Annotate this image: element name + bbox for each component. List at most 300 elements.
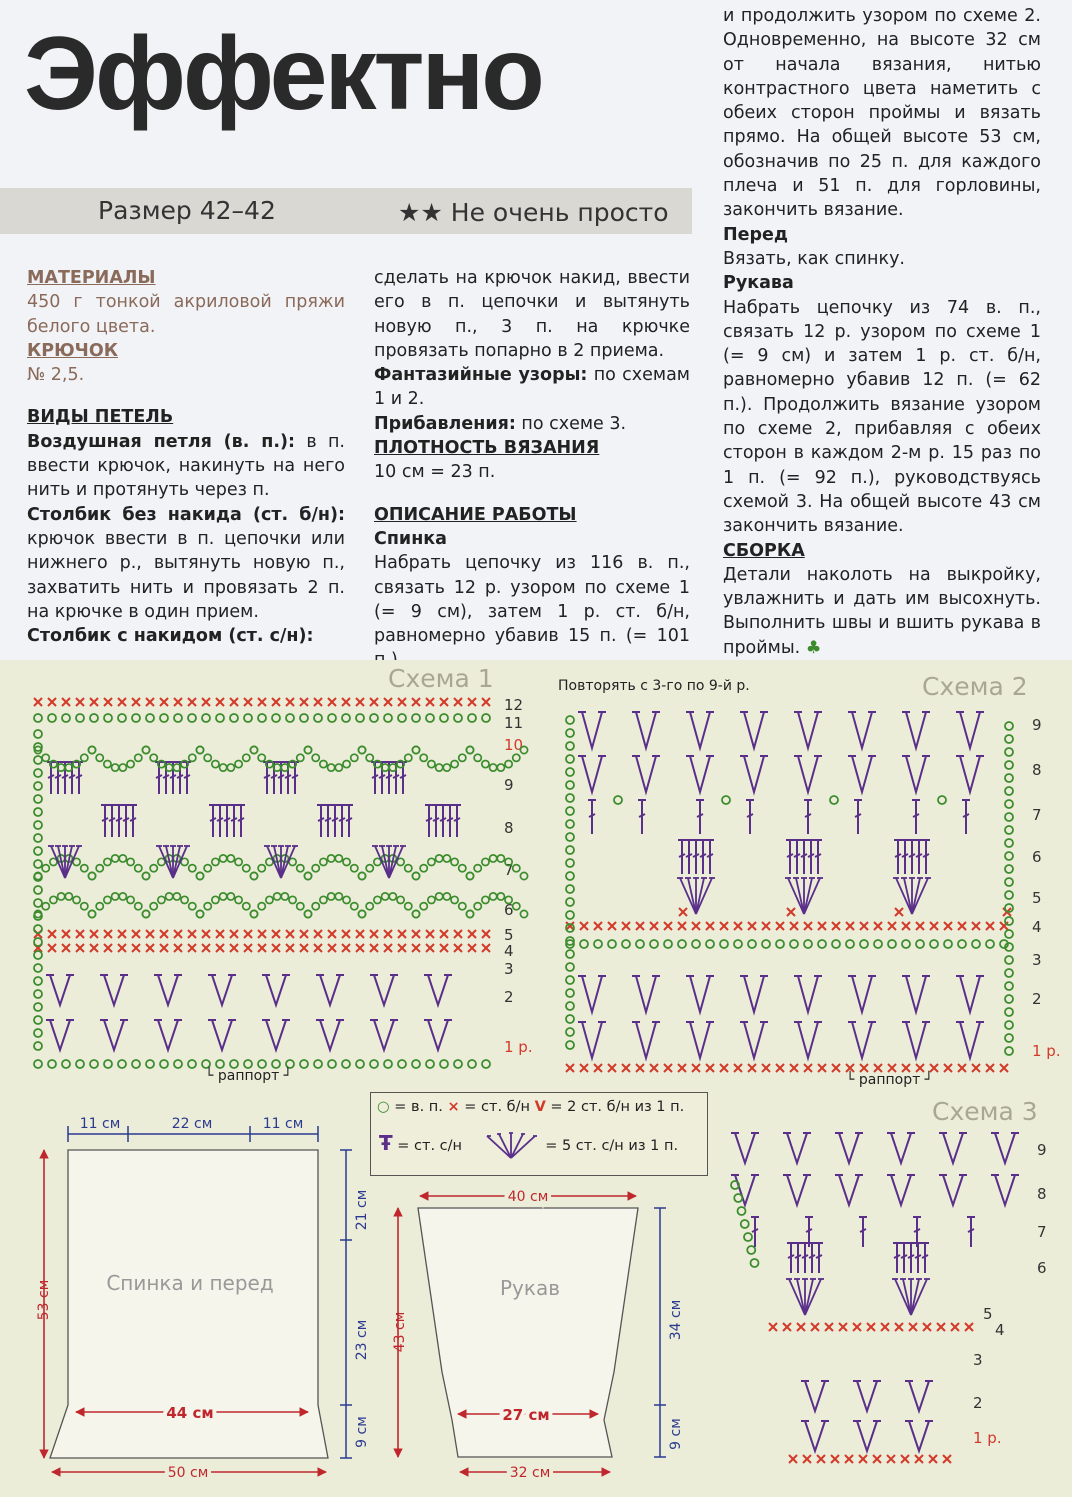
v-stitch	[370, 975, 398, 1005]
single-crochet	[202, 698, 210, 706]
chain-stitch	[34, 860, 42, 868]
chain-stitch	[62, 714, 70, 722]
chain-stitch	[466, 872, 473, 879]
chain-stitch	[328, 1060, 336, 1068]
chain-stitch	[335, 855, 342, 862]
chain-stitch	[468, 1060, 476, 1068]
chain-stitch	[474, 865, 481, 872]
back-heading: Спинка	[374, 528, 447, 549]
single-crochet	[803, 1455, 811, 1463]
single-crochet	[48, 698, 56, 706]
v-stitch	[991, 1133, 1019, 1163]
sleeve-inner-width-dim: 27 см	[502, 1406, 550, 1424]
single-crochet	[216, 944, 224, 952]
chain-stitch	[818, 940, 826, 948]
chain-stitch	[451, 760, 458, 767]
double-crochet	[907, 1243, 915, 1273]
single-crochet	[853, 1323, 861, 1331]
chain-stitch	[204, 865, 211, 872]
size-label: Размер 42–42	[98, 196, 276, 225]
v-stitch	[783, 1133, 811, 1163]
chain-stitch	[351, 754, 358, 761]
v-stitch	[794, 976, 822, 1012]
single-crochet	[790, 1064, 798, 1072]
single-crochet	[132, 698, 140, 706]
v-stitch	[835, 1133, 863, 1163]
chain-stitch	[73, 896, 80, 903]
sleeve-right-dims	[654, 1208, 666, 1457]
chain-stitch	[150, 903, 157, 910]
chain-stitch	[76, 1060, 84, 1068]
chain-stitch	[127, 760, 134, 767]
single-crochet	[916, 1064, 924, 1072]
chain-stitch	[678, 940, 686, 948]
column-2	[374, 266, 690, 673]
chain-stitch	[48, 1060, 56, 1068]
v-stitch	[740, 1022, 768, 1058]
single-crochet	[845, 1455, 853, 1463]
chain-stitch	[436, 764, 443, 771]
chain-stitch	[580, 940, 588, 948]
chain-stitch	[135, 903, 142, 910]
single-crochet	[146, 930, 154, 938]
chain-stitch	[42, 903, 49, 910]
chain-stitch	[34, 769, 42, 777]
chain-stitch	[342, 1060, 350, 1068]
double-crochet	[794, 1243, 802, 1273]
single-crochet	[887, 1455, 895, 1463]
single-crochet	[762, 922, 770, 930]
chain-stitch	[320, 760, 327, 767]
front-heading: Перед	[723, 224, 789, 245]
chain-stitch	[34, 938, 42, 946]
chain-stitch	[412, 714, 420, 722]
v-stitch	[905, 1421, 933, 1451]
chain-stitch	[297, 903, 304, 910]
schema-3-diagram	[715, 1125, 1060, 1475]
chain-stitch	[428, 760, 435, 767]
single-crochet	[286, 930, 294, 938]
v-stitch	[262, 975, 290, 1005]
chain-stitch	[142, 872, 149, 879]
chain-stitch	[482, 1060, 490, 1068]
single-crochet	[48, 944, 56, 952]
chain-stitch	[1005, 969, 1013, 977]
sleeves-heading: Рукава	[723, 273, 794, 294]
single-crochet	[594, 922, 602, 930]
single-crochet	[762, 1064, 770, 1072]
chain-stitch	[142, 746, 149, 753]
chain-stitch	[497, 893, 504, 900]
single-crochet	[104, 698, 112, 706]
v-stitch	[887, 1133, 915, 1163]
single-crochet	[846, 1064, 854, 1072]
chain-stitch	[216, 714, 224, 722]
single-crochet	[734, 922, 742, 930]
single-crochet	[804, 1064, 812, 1072]
v-stitch	[632, 756, 660, 792]
single-crochet	[594, 1064, 602, 1072]
sleeves-text: Набрать цепочку из 74 в. п., связать 12 р. узором по схеме 1 (= 9 см) и затем 1 р. ст. б/н, равномерно убавив 12 п. (= 62 п.). Продолжить вязание узором по схеме 2, прибавляя с обеих сторон в каждом 2-м р. 15 раз по 1 п. (= 92 п.), руководствуясь схемой 3. На общей высоте 43 см закончить вязание.	[723, 297, 1041, 537]
single-crochet	[328, 930, 336, 938]
single-crochet	[901, 1455, 909, 1463]
double-crochet	[854, 800, 862, 834]
chain-stitch	[1005, 982, 1013, 990]
v-stitch	[578, 1022, 606, 1058]
single-crochet	[832, 1064, 840, 1072]
chain-stitch	[342, 714, 350, 722]
chain-stitch	[96, 865, 103, 872]
assembly-text: Детали наколоть на выкройку, увлажнить и дать им высохнуть. Выполнить швы и вшить рукава в проймы. ♣	[723, 564, 1041, 658]
chain-stitch	[230, 1060, 238, 1068]
chain-stitch	[566, 898, 574, 906]
single-crochet	[160, 944, 168, 952]
increases: Прибавления: по схеме 3.	[374, 413, 627, 434]
fan-stitch	[48, 846, 82, 878]
schema-2-title: Схема 2	[922, 672, 1028, 701]
chain-stitch	[212, 858, 219, 865]
chain-stitch	[328, 893, 335, 900]
double-crochet	[859, 1217, 867, 1247]
double-crochet	[746, 800, 754, 834]
body-inner-width-dim: 44 см	[166, 1404, 214, 1422]
chain-stitch	[160, 714, 168, 722]
v-stitch	[424, 975, 452, 1005]
v-stitch	[686, 976, 714, 1012]
schema-3-title: Схема 3	[932, 1097, 1038, 1126]
double-crochet	[814, 840, 822, 874]
chain-stitch	[566, 950, 574, 958]
chain-stitch	[405, 903, 412, 910]
chain-stitch	[1005, 930, 1013, 938]
chain-stitch	[312, 865, 319, 872]
schema-1-row-number: 11	[504, 714, 524, 732]
body-pattern-label: Спинка и перед	[106, 1271, 274, 1295]
double-crochet	[706, 840, 714, 874]
single-crochet	[468, 698, 476, 706]
single-crochet	[454, 698, 462, 706]
single-crochet	[370, 698, 378, 706]
single-crochet	[804, 922, 812, 930]
chain-stitch	[212, 896, 219, 903]
schema-1-row-number: 8	[504, 819, 514, 837]
single-crochet	[706, 1064, 714, 1072]
single-crochet	[300, 930, 308, 938]
single-crochet	[972, 922, 980, 930]
gauge-heading: ПЛОТНОСТЬ ВЯЗАНИЯ	[374, 438, 600, 459]
chain-stitch	[520, 910, 527, 917]
chain-stitch	[482, 858, 489, 865]
double-crochet	[453, 805, 461, 837]
chain-stitch	[1005, 878, 1013, 886]
chain-stitch	[150, 865, 157, 872]
chain-stitch	[428, 896, 435, 903]
double-crochet	[108, 805, 116, 837]
chain-stitch	[722, 796, 730, 804]
chain-stitch	[243, 754, 250, 761]
single-crochet	[664, 922, 672, 930]
chain-stitch	[762, 940, 770, 948]
chain-stitch	[189, 865, 196, 872]
single-crochet	[902, 922, 910, 930]
materials-heading: МАТЕРИАЛЫ	[27, 268, 156, 288]
single-crochet	[188, 944, 196, 952]
chain-stitch	[397, 896, 404, 903]
schema-2-row-number: 3	[1032, 951, 1042, 969]
chain-stitch	[412, 910, 419, 917]
double-crochet	[638, 800, 646, 834]
double-crochet	[912, 800, 920, 834]
single-crochet	[300, 698, 308, 706]
single-crochet	[706, 922, 714, 930]
single-crochet	[90, 944, 98, 952]
double-crochet	[894, 840, 902, 874]
gauge-text: 10 см = 23 п.	[374, 462, 496, 483]
chain-stitch	[972, 940, 980, 948]
v-stitch	[905, 1381, 933, 1411]
single-crochet	[965, 1323, 973, 1331]
schema-1-row-number: 12	[504, 696, 524, 714]
chain-stitch	[566, 794, 574, 802]
body-right-top-dim: 21 см	[354, 1189, 370, 1231]
double-crochet	[317, 805, 325, 837]
chain-stitch	[343, 760, 350, 767]
single-crochet	[244, 698, 252, 706]
chain-stitch	[112, 893, 119, 900]
single-crochet	[258, 698, 266, 706]
chain-stitch	[454, 1060, 462, 1068]
chain-stitch	[1005, 865, 1013, 873]
chain-stitch	[235, 760, 242, 767]
chain-stitch	[566, 846, 574, 854]
chain-stitch	[216, 1060, 224, 1068]
chain-stitch	[1005, 995, 1013, 1003]
chain-stitch	[258, 754, 265, 761]
chain-stitch	[119, 855, 126, 862]
schema-2-row-number: 1 р.	[1032, 1042, 1061, 1060]
chain-stitch	[351, 903, 358, 910]
chain-stitch	[104, 858, 111, 865]
chain-stitch	[440, 1060, 448, 1068]
chain-stitch	[304, 910, 311, 917]
v-stitch	[740, 712, 768, 748]
difficulty-text: Не очень просто	[450, 198, 669, 227]
chain-stitch	[62, 1060, 70, 1068]
chain-symbol-icon: ○	[377, 1099, 390, 1115]
chain-stitch	[34, 1016, 42, 1024]
schema-2-row-number: 2	[1032, 990, 1042, 1008]
chain-stitch	[888, 940, 896, 948]
single-crochet	[398, 944, 406, 952]
v-stitch	[686, 712, 714, 748]
chain-stitch	[166, 893, 173, 900]
single-crochet	[412, 944, 420, 952]
single-crochet	[440, 698, 448, 706]
v-stitch	[686, 1022, 714, 1058]
schema-2-row-number: 5	[1032, 889, 1042, 907]
single-crochet	[748, 1064, 756, 1072]
chain-stitch	[520, 872, 527, 879]
fan-stitch	[372, 846, 406, 878]
single-crochet	[860, 1064, 868, 1072]
chain-stitch	[34, 886, 42, 894]
chain-stitch	[566, 885, 574, 893]
single-crochet	[874, 1064, 882, 1072]
chain-stitch	[297, 865, 304, 872]
single-crochet	[902, 1064, 910, 1072]
v-stitch	[939, 1175, 967, 1205]
chain-stitch	[370, 714, 378, 722]
chain-stitch	[474, 903, 481, 910]
single-crochet	[356, 698, 364, 706]
column-1	[27, 266, 345, 648]
chain-stitch	[513, 754, 520, 761]
chain-stitch	[566, 768, 574, 776]
single-crochet	[636, 1064, 644, 1072]
chain-stitch	[34, 730, 42, 738]
chain-stitch	[366, 754, 373, 761]
v-stitch	[783, 1175, 811, 1205]
single-crochet	[342, 698, 350, 706]
single-crochet	[1000, 1064, 1008, 1072]
fan-stitch	[785, 878, 823, 914]
v-stitch	[731, 1133, 759, 1163]
single-crochet	[566, 1064, 574, 1072]
chain-stitch	[104, 896, 111, 903]
chain-stitch	[90, 714, 98, 722]
v-stitch	[740, 756, 768, 792]
chain-stitch	[104, 760, 111, 767]
chain-stitch	[832, 940, 840, 948]
single-crochet	[951, 1323, 959, 1331]
single-crochet	[384, 698, 392, 706]
chain-stitch	[258, 903, 265, 910]
single-crochet	[720, 922, 728, 930]
single-crochet	[454, 944, 462, 952]
v-stitch	[794, 1022, 822, 1058]
chain-stitch	[382, 893, 389, 900]
chain-stitch	[244, 1060, 252, 1068]
chain-stitch	[135, 865, 142, 872]
chain-stitch	[112, 855, 119, 862]
v-stitch	[208, 975, 236, 1005]
chain-stitch	[48, 714, 56, 722]
chain-stitch	[34, 1029, 42, 1037]
v-stitch	[956, 976, 984, 1012]
single-crochet	[692, 1064, 700, 1072]
chain-stitch	[874, 940, 882, 948]
chain-stitch	[497, 764, 504, 771]
chain-stitch	[1005, 1034, 1013, 1042]
body-right-bot-dim: 9 см	[354, 1416, 370, 1448]
double-crochet	[331, 805, 339, 837]
chain-stitch	[174, 1060, 182, 1068]
v-stitch	[853, 1381, 881, 1411]
chain-stitch	[34, 964, 42, 972]
chain-stitch	[405, 865, 412, 872]
single-crochet	[831, 1455, 839, 1463]
single-crochet	[818, 922, 826, 930]
single-crochet	[454, 930, 462, 938]
sleeve-bottom-width-dim: 32 см	[509, 1465, 551, 1481]
chain-stitch	[118, 1060, 126, 1068]
chain-stitch	[34, 808, 42, 816]
single-crochet	[895, 908, 903, 916]
back-text: Набрать цепочку из 116 в. п., связать 12 р. узором по схеме 1 (= 9 см), затем 1 р. ст. б/н, равномерно убавив 15 п. (= 101	[374, 553, 690, 647]
chain-stitch	[566, 833, 574, 841]
chain-stitch	[744, 1233, 752, 1241]
chain-stitch	[958, 940, 966, 948]
double-crochet	[901, 840, 909, 874]
v-stitch	[100, 1020, 128, 1050]
single-crochet	[398, 698, 406, 706]
single-crochet	[622, 1064, 630, 1072]
single-crochet	[132, 930, 140, 938]
single-crochet	[426, 930, 434, 938]
schema-1-row-number: 10	[504, 736, 524, 754]
schema-1-row-number: 6	[504, 901, 514, 919]
chain-stitch	[436, 893, 443, 900]
chain-stitch	[258, 865, 265, 872]
body-top-right-dim: 11 см	[262, 1116, 304, 1132]
chain-stitch	[1005, 891, 1013, 899]
single-crochet	[944, 922, 952, 930]
single-crochet	[580, 922, 588, 930]
single-crochet	[62, 944, 70, 952]
chain-stitch	[451, 896, 458, 903]
single-crochet	[482, 944, 490, 952]
chain-stitch	[300, 1060, 308, 1068]
chain-stitch	[398, 714, 406, 722]
chain-stitch	[420, 903, 427, 910]
chain-stitch	[1005, 826, 1013, 834]
chain-stitch	[181, 896, 188, 903]
chain-stitch	[497, 855, 504, 862]
chain-stitch	[468, 714, 476, 722]
fan-stitch	[786, 1279, 824, 1315]
chain-stitch	[566, 729, 574, 737]
chain-stitch	[119, 764, 126, 771]
single-crochet	[300, 944, 308, 952]
chain-stitch	[459, 903, 466, 910]
chain-stitch	[734, 1194, 742, 1202]
v-stitch	[956, 1022, 984, 1058]
single-crochet	[943, 1455, 951, 1463]
schema-1-title: Схема 1	[388, 664, 494, 693]
single-crochet	[825, 1323, 833, 1331]
chain-stitch	[34, 834, 42, 842]
single-crochet	[314, 944, 322, 952]
single-crochet	[748, 922, 756, 930]
single-crochet	[923, 1323, 931, 1331]
chain-stitch	[916, 940, 924, 948]
double-crochet	[915, 840, 923, 874]
club-icon: ♣	[805, 637, 822, 658]
double-crochet	[900, 1243, 908, 1273]
double-crochet	[425, 805, 433, 837]
single-crochet	[944, 1064, 952, 1072]
single-crochet	[384, 930, 392, 938]
double-crochet	[432, 805, 440, 837]
chain-stitch	[358, 746, 365, 753]
single-crochet	[244, 944, 252, 952]
single-crochet	[286, 944, 294, 952]
double-crochet	[324, 805, 332, 837]
schema-3-row-number: 7	[1037, 1223, 1047, 1241]
chain-stitch	[343, 896, 350, 903]
chain-stitch	[474, 754, 481, 761]
chain-stitch	[312, 903, 319, 910]
